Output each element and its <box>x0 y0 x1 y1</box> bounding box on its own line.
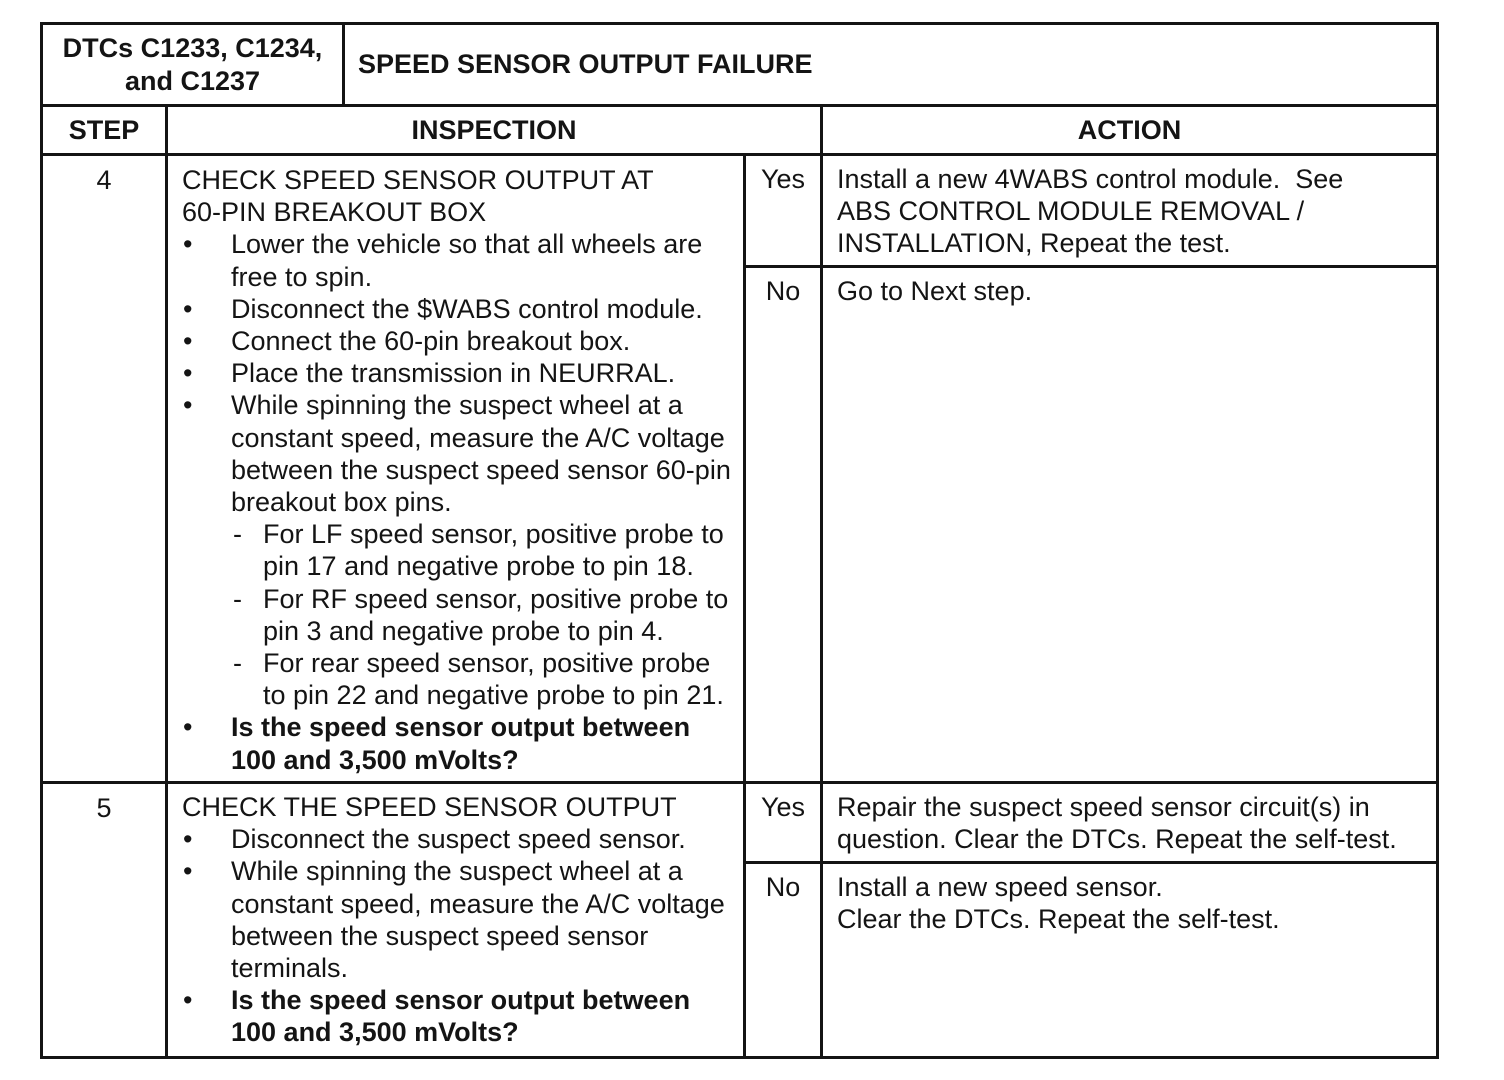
dtc-codes-cell <box>40 22 345 107</box>
sub-item-text: For LF speed sensor, positive probe to pin 17 and negative probe to pin 18. <box>263 519 724 582</box>
page-title: SPEED SENSOR OUTPUT FAILURE <box>358 49 813 80</box>
bullet-item <box>182 228 743 292</box>
bullet-icon <box>182 823 231 855</box>
bullet-icon <box>182 711 231 775</box>
yes-label: Yes <box>760 164 806 194</box>
step-heading: CHECK SPEED SENSOR OUTPUT AT 60-PIN BREAKOUT BOX <box>182 165 654 228</box>
bullet-icon <box>182 357 231 389</box>
sub-item-text: For rear speed sensor, positive probe to pin 22 and negative probe to pin 21. <box>263 648 724 711</box>
dash-icon <box>231 583 263 647</box>
action-text: Install a new 4WABS control module. See ABS CONTROL MODULE REMOVAL / INSTALLATION, Repeat the test. <box>837 164 1344 259</box>
bullet-item <box>182 325 743 357</box>
bullet-icon <box>182 325 231 357</box>
bullet-text: Connect the 60-pin breakout box. <box>231 326 631 357</box>
bullet-icon <box>182 855 231 984</box>
no-label: No <box>765 872 801 902</box>
sub-item-text: For RF speed sensor, positive probe to pin 3 and negative probe to pin 4. <box>263 583 729 646</box>
bullet-item <box>182 855 743 984</box>
step-5-number-cell <box>40 781 168 1059</box>
step-number: 5 <box>96 793 112 823</box>
inspection-column-header <box>165 104 823 156</box>
step-5-no-label-cell <box>743 861 823 1059</box>
no-label: No <box>765 276 801 306</box>
bullet-text: While spinning the suspect wheel at a constant speed, measure the A/C voltage between the suspect speed sensor 60-pin breakout box pins. <box>231 390 731 518</box>
bullet-text: While spinning the suspect wheel at a constant speed, measure the A/C voltage between the suspect speed sensor terminals. <box>231 856 725 984</box>
question-text: Is the speed sensor output between 100 and 3,500 mVolts? <box>231 712 691 775</box>
sub-item <box>231 583 731 647</box>
step-header-label: STEP <box>68 114 140 145</box>
question-text: Is the speed sensor output between 100 and 3,500 mVolts? <box>231 985 691 1048</box>
bullet-item <box>182 357 743 389</box>
action-text: Repair the suspect speed sensor circuit(s) in question. Clear the DTCs. Repeat the self-test. <box>837 792 1397 855</box>
step-4-number-cell <box>40 153 168 784</box>
sub-item <box>231 647 731 711</box>
step-5-inspection <box>165 781 746 1059</box>
step-number: 4 <box>96 165 112 195</box>
inspection-header-label: INSPECTION <box>411 114 577 145</box>
bullet-text: Disconnect the $WABS control module. <box>231 293 703 324</box>
bullet-icon <box>182 228 231 292</box>
bullet-item <box>182 293 743 325</box>
dash-icon <box>231 518 263 582</box>
step-5-yes-label-cell <box>743 781 823 864</box>
title-cell <box>342 22 1439 107</box>
bullet-text: Place the transmission in NEURRAL. <box>231 358 676 389</box>
action-column-header <box>820 104 1439 156</box>
action-text: Install a new speed sensor. Clear the DTCs. Repeat the self-test. <box>837 872 1280 935</box>
bullet-text: Disconnect the suspect speed sensor. <box>231 824 686 855</box>
yes-label: Yes <box>760 792 806 822</box>
step-4-yes-action <box>820 153 1439 268</box>
step-4-yes-label-cell <box>743 153 823 268</box>
step-column-header <box>40 104 168 156</box>
step-5-yes-action <box>820 781 1439 864</box>
bullet-item-question <box>182 984 743 1048</box>
bullet-icon <box>182 293 231 325</box>
step-4-no-label-cell <box>743 265 823 784</box>
bullet-item <box>182 389 743 711</box>
action-header-label: ACTION <box>1077 114 1182 145</box>
step-5-no-action <box>820 861 1439 1059</box>
step-4-no-action <box>820 265 1439 784</box>
dtc-codes: DTCs C1233, C1234, and C1237 <box>62 33 323 96</box>
step-heading: CHECK THE SPEED SENSOR OUTPUT <box>182 792 677 822</box>
bullet-item <box>182 823 743 855</box>
action-text: Go to Next step. <box>837 276 1033 306</box>
bullet-item-question <box>182 711 743 775</box>
sub-item <box>231 518 731 582</box>
step-4-inspection <box>165 153 746 784</box>
bullet-text: Lower the vehicle so that all wheels are free to spin. <box>231 229 703 292</box>
bullet-content <box>231 389 731 711</box>
dash-icon <box>231 647 263 711</box>
bullet-icon <box>182 389 231 711</box>
bullet-icon <box>182 984 231 1048</box>
